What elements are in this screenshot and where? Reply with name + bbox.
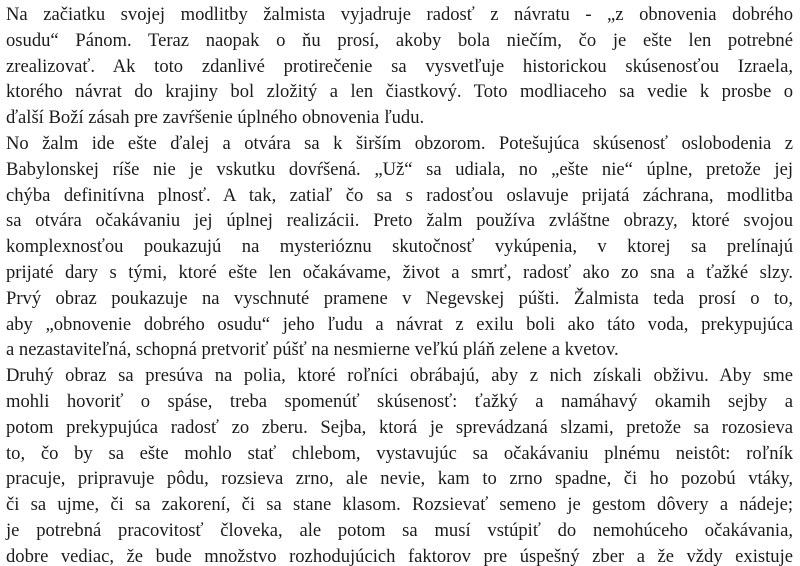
text-line: prijaté dary s tými, ktoré ešte len očakávame, život a smrť, radosť ako zo sna a ťažké slzy.	[6, 261, 793, 283]
text-line: pracuje, pripravuje pôdu, rozsieva zrno, ale nevie, kam to zrno spadne, či ho pozobú vtáky,	[6, 468, 793, 490]
text-line: potom prekypujúca radosť zo zberu. Sejba, ktorá je sprevádzaná slzami, pretože sa rozosieva	[6, 416, 793, 438]
paragraph-3	[6, 363, 793, 566]
text-line: sa otvára očakávaniu jej úplnej realizácii. Preto žalm používa zvláštne obrazy, ktoré svojou	[6, 210, 793, 232]
text-line: a nezastaviteľná, schopná pretvoriť púšť na nesmierne veľkú pláň zelene a kvetov.	[6, 339, 619, 361]
text-line: No žalm ide ešte ďalej a otvára sa k širším obzorom. Potešujúca skúsenosť oslobodenia z	[6, 132, 793, 154]
text-line: je potrebná pracovitosť človeka, ale potom sa musí vstúpiť do nemohúceho očakávania,	[6, 519, 793, 541]
text-line: osudu“ Pánom. Teraz naopak o ňu prosí, akoby bola niečím, čo je ešte len potrebné	[6, 29, 793, 51]
text-line: Prvý obraz poukazuje na vyschnuté pramene v Negevskej púšti. Žalmista teda prosí o to,	[6, 287, 793, 309]
text-line: Na začiatku svojej modlitby žalmista vyjadruje radosť z návratu - „z obnovenia dobrého	[6, 4, 793, 25]
document-page	[6, 2, 793, 566]
text-line: mohli hovoriť o spáse, treba spomenúť skúsenosť: ťažký a namáhavý okamih sejby a	[6, 390, 793, 412]
text-line: to, čo by sa ešte mohlo stať chlebom, vystavujúc sa očakávaniu plnému neistôt: roľník	[6, 442, 793, 464]
text-line: dobre vediac, že bude množstvo rozhodujúcich faktorov pre úspešný zber a že vždy existuje	[6, 545, 793, 566]
text-line: ktorého návrat do krajiny bol zložitý a len čiastkový. Toto modliaceho sa vedie k prosbe o	[6, 81, 793, 103]
text-line: Babylonskej ríše nie je vskutku dovŕšená. „Už“ sa udiala, no „ešte nie“ úplne, pretože jej	[6, 158, 793, 180]
paragraph-2	[6, 131, 793, 363]
text-line: komplexnosťou poukazujú na mysterióznu skutočnosť vykúpenia, v ktorej sa prelínajú	[6, 236, 793, 258]
text-line: aby „obnovenie dobrého osudu“ jeho ľudu a návrat z exilu boli ako táto voda, prekypujúca	[6, 313, 793, 335]
text-line: či sa ujme, či sa zakorení, či sa stane klasom. Rozsievať semeno je gestom dôvery a nádeje;	[6, 494, 793, 516]
text-line: ďalší Boží zásah pre zavŕšenie úplného obnovenia ľudu.	[6, 107, 425, 129]
text-line: Druhý obraz sa presúva na polia, ktoré roľníci obrábajú, aby z nich získali obživu. Aby sme	[6, 365, 793, 387]
paragraph-1	[6, 2, 793, 131]
text-line: chýba definitívna plnosť. A tak, zatiaľ čo sa s radosťou oslavuje prijatá záchrana, modlitba	[6, 184, 793, 206]
text-line: zrealizovať. Ak toto zdanlivé protirečenie sa vysvetľuje historickou skúsenosťou Izraela,	[6, 55, 793, 77]
